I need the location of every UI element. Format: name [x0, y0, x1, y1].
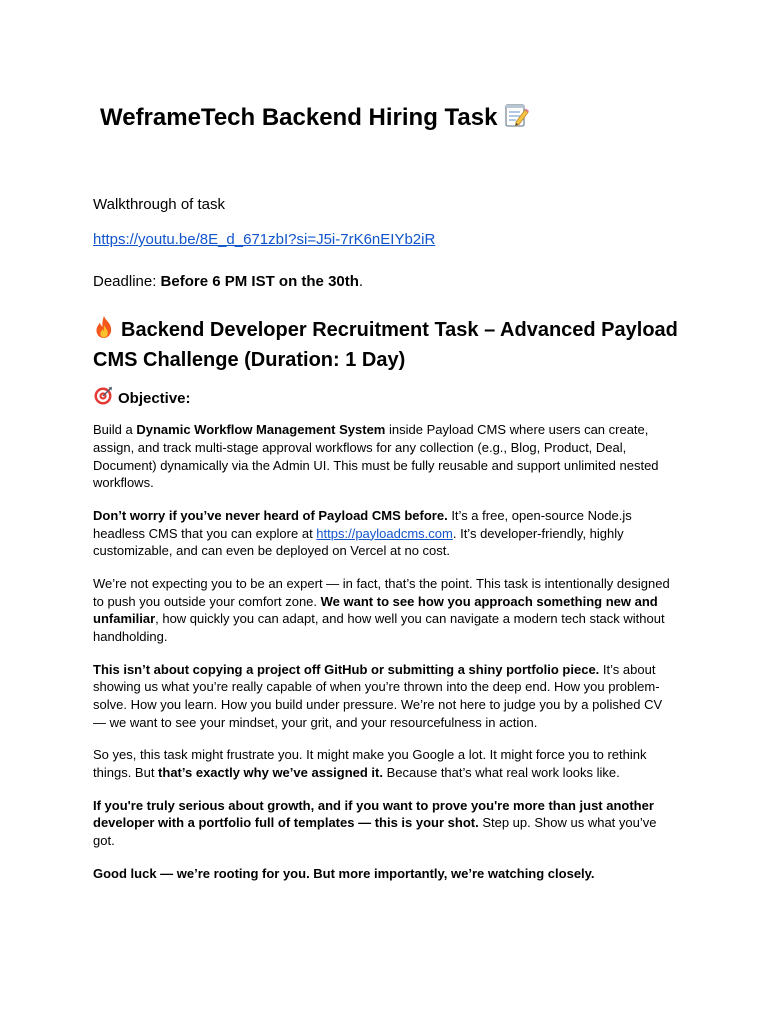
- paragraph-bold-text: We want to see how you approach something new and unfamiliar: [93, 593, 658, 627]
- target-icon: [93, 386, 113, 412]
- paragraph-bold-text: If you're truly serious about growth, and if you want to prove you're more than just another developer with a portfolio full of templates — this is your shot.: [93, 797, 654, 831]
- section-heading: [93, 315, 693, 374]
- paragraph-text: It’s about showing us what you’re really capable of when you’re thrown into the deep end. How you problem-solve. How you learn. How you build under pressure. We’re not here to judge you by a polished CV — we want to see your mindset, your grit, and your resourcefulness in action.: [93, 661, 663, 730]
- paragraph-payload-intro: [93, 507, 678, 560]
- paragraph-text: We’re not expecting you to be an expert — in fact, that’s the point. This task is intentionally designed to push you outside your comfort zone.: [93, 575, 670, 609]
- paragraph-text: Build a: [93, 422, 137, 437]
- fire-icon: [93, 315, 115, 347]
- task-description: [93, 421, 678, 897]
- page-title-text: WeframeTech Backend Hiring Task: [100, 104, 498, 131]
- paragraph-bold-text: that’s exactly why we’ve assigned it.: [158, 765, 383, 781]
- memo-icon: [503, 102, 529, 137]
- paragraph-text: , how quickly you can adapt, and how well you can navigate a modern tech stack without handholding.: [93, 611, 665, 645]
- paragraph-bold-text: Don’t worry if you’ve never heard of Payload CMS before.: [93, 507, 448, 523]
- paragraph-your-shot: [93, 797, 678, 850]
- paragraph-not-copying: [93, 661, 678, 732]
- deadline-label: Deadline:: [93, 273, 161, 290]
- paragraph-text: So yes, this task might frustrate you. It might make you Google a lot. It might force you to rethink things. But: [93, 747, 647, 781]
- paragraph-frustration: [93, 746, 678, 782]
- paragraph-text: . It’s developer-friendly, highly customizable, and can even be deployed on Vercel at no cost.: [93, 525, 624, 559]
- paragraph-bold-text: Good luck — we’re rooting for you. But more importantly, we’re watching closely.: [93, 865, 595, 881]
- paragraph-text: Because that’s what real work looks like.: [383, 765, 620, 781]
- paragraph-text: It’s a free, open-source Node.js headless CMS that you can explore at: [93, 507, 632, 541]
- paragraph-good-luck: [93, 865, 678, 883]
- objective-heading-text: Objective:: [118, 390, 191, 407]
- walkthrough-label: Walkthrough of task: [93, 196, 226, 213]
- deadline: [93, 272, 363, 292]
- page-title: [100, 102, 529, 137]
- deadline-value: Before 6 PM IST on the 30th: [160, 273, 359, 290]
- paragraph-bold-text: Dynamic Workflow Management System: [136, 422, 386, 437]
- paragraph-bold-text: This isn’t about copying a project off GitHub or submitting a shiny portfolio piece.: [93, 661, 600, 677]
- deadline-suffix: .: [358, 273, 364, 290]
- paragraph-expectations: [93, 575, 678, 646]
- objective-heading: [93, 386, 191, 412]
- walkthrough-video-link[interactable]: https://youtu.be/8E_d_671zbI?si=J5i-7rK6nEIYb2iR: [93, 231, 436, 248]
- section-heading-text: Backend Developer Recruitment Task – Advanced Payload CMS Challenge (Duration: 1 Day): [93, 319, 678, 371]
- paragraph-text: inside Payload CMS where users can create, assign, and track multi-stage approval workflows for any collection (e.g., Blog, Product, Deal, Document) dynamically via the Admin UI. This must be fully reusable and support unlimited nested workflows.: [93, 422, 659, 491]
- paragraph-objective: [93, 421, 678, 492]
- payloadcms-link[interactable]: https://payloadcms.com: [316, 525, 453, 541]
- paragraph-text: Step up. Show us what you’ve got.: [93, 815, 657, 849]
